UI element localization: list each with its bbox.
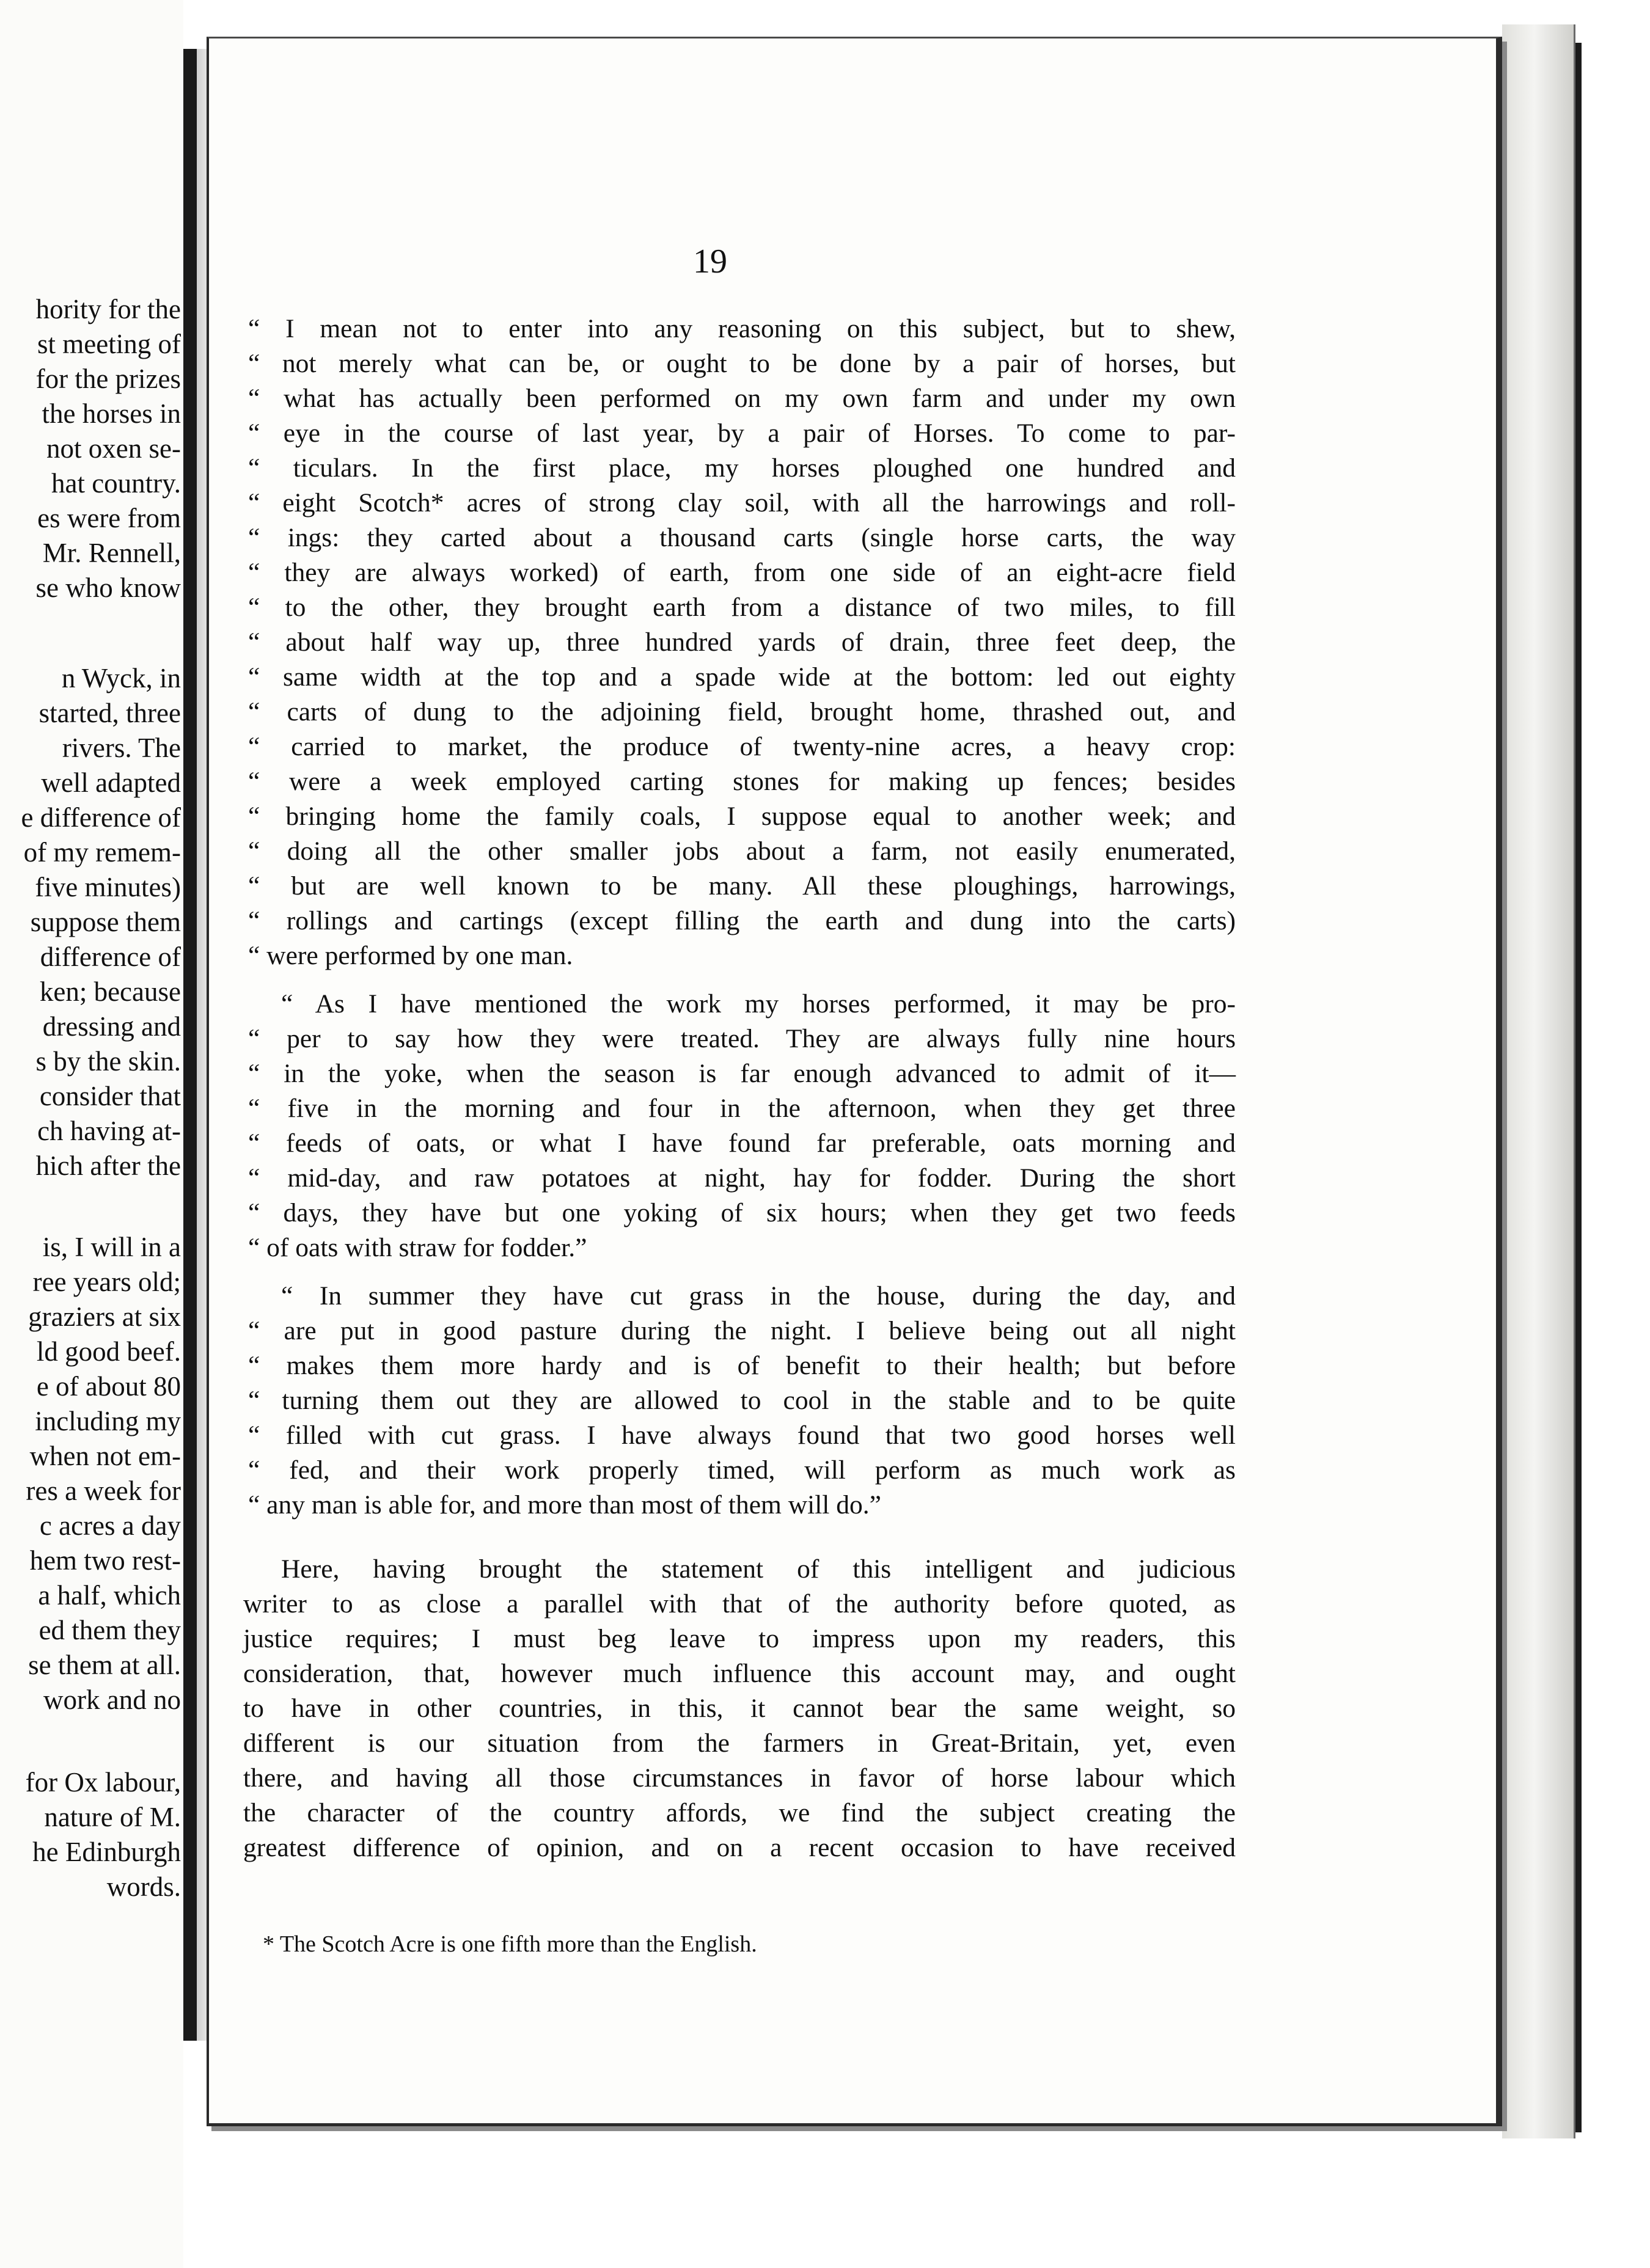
left-line: dressing and — [42, 1011, 181, 1042]
text-line: Here, having brought the statement of this intelligent and judicious — [281, 1554, 1236, 1584]
left-line: including my — [35, 1406, 181, 1436]
paragraph-3 — [243, 1279, 1236, 1523]
left-line: of my remem- — [23, 837, 181, 868]
text-line: “ In summer they have cut grass in the house, during the day, and — [281, 1281, 1236, 1311]
text-line: the character of the country affords, we find the subject creating the — [243, 1798, 1236, 1827]
paragraph-1 — [243, 312, 1236, 973]
text-line: “ eye in the course of last year, by a pair of Horses. To come to par- — [248, 419, 1236, 448]
text-line: “ five in the morning and four in the afternoon, when they get three — [248, 1094, 1236, 1123]
text-line: greatest difference of opinion, and on a recent occasion to have received — [243, 1833, 1236, 1862]
text-line: “ in the yoke, when the season is far enough advanced to admit of it— — [248, 1059, 1236, 1088]
left-line: ken; because — [39, 976, 181, 1007]
text-line: “ but are well known to be many. All these ploughings, harrowings, — [248, 871, 1236, 901]
text-line: “ filled with cut grass. I have always found that two good horses well — [248, 1421, 1236, 1450]
left-line: s by the skin. — [35, 1046, 181, 1077]
left-line: a half, which — [38, 1580, 181, 1611]
text-line: “ carts of dung to the adjoining field, brought home, thrashed out, and — [248, 697, 1236, 726]
text-line: “ per to say how they were treated. They are always fully nine hours — [248, 1024, 1236, 1053]
text-line: “ any man is able for, and more than most of them will do.” — [248, 1490, 881, 1520]
text-line: “ ticulars. In the first place, my horses ploughed one hundred and — [248, 453, 1236, 483]
left-line: five minutes) — [35, 872, 181, 902]
text-line: different is our situation from the farmers in Great-Britain, yet, even — [243, 1728, 1236, 1758]
left-line: when not em- — [29, 1441, 181, 1471]
text-line: “ feeds of oats, or what I have found far preferable, oats morning and — [248, 1129, 1236, 1158]
left-line: se them at all. — [28, 1650, 181, 1680]
left-line: consider that — [39, 1081, 181, 1111]
text-line: “ they are always worked) of earth, from one side of an eight-acre field — [248, 558, 1236, 587]
page-number: 19 — [693, 243, 727, 280]
left-line: hat country. — [51, 468, 181, 499]
left-page-fragment — [0, 0, 183, 2268]
text-line: “ same width at the top and a spade wide at the bottom: led out eighty — [248, 662, 1236, 692]
text-line: “ bringing home the family coals, I suppose equal to another week; and — [248, 802, 1236, 831]
text-line: “ carried to market, the produce of twenty-nine acres, a heavy crop: — [248, 732, 1236, 761]
text-line: consideration, that, however much influence this account may, and ought — [243, 1659, 1236, 1688]
left-line: started, three — [38, 698, 181, 728]
left-line: for the prizes — [35, 364, 181, 394]
left-line: for Ox labour, — [25, 1767, 181, 1798]
text-line: “ about half way up, three hundred yards of drain, three feet deep, the — [248, 627, 1236, 657]
left-line: hem two rest- — [29, 1545, 181, 1576]
left-line: not oxen se- — [46, 433, 181, 464]
left-line: ed them they — [38, 1615, 181, 1645]
text-line: “ are put in good pasture during the night. I believe being out all night — [248, 1316, 1236, 1345]
text-line: “ what has actually been performed on my own farm and under my own — [248, 384, 1236, 413]
left-line: ree years old; — [32, 1267, 181, 1297]
left-line: ch having at- — [37, 1116, 181, 1146]
left-line: ld good beef. — [36, 1336, 181, 1367]
left-line: graziers at six — [28, 1301, 181, 1332]
text-line: “ to the other, they brought earth from a distance of two miles, to fill — [248, 593, 1236, 622]
left-line: nature of M. — [44, 1802, 181, 1832]
text-line: “ fed, and their work properly timed, will perform as much work as — [248, 1455, 1236, 1485]
page-body — [243, 312, 1236, 1865]
left-line: rivers. The — [62, 733, 181, 763]
text-line: “ As I have mentioned the work my horses performed, it may be pro- — [281, 989, 1236, 1019]
left-line: well adapted — [41, 767, 181, 798]
text-line: “ were a week employed carting stones for making up fences; besides — [248, 767, 1236, 796]
left-line: st meeting of — [37, 329, 181, 359]
book-gutter — [183, 49, 197, 2041]
text-line: “ rollings and cartings (except filling the earth and dung into the carts) — [248, 906, 1236, 935]
left-line: he Edinburgh — [32, 1837, 181, 1867]
text-line: writer to as close a parallel with that of the authority before quoted, as — [243, 1589, 1236, 1619]
text-line: “ were performed by one man. — [248, 941, 573, 970]
left-line: se who know — [35, 572, 181, 603]
text-line: “ makes them more hardy and is of benefit to their health; but before — [248, 1351, 1236, 1380]
paragraph-2 — [243, 987, 1236, 1265]
text-line: there, and having all those circumstances in favor of horse labour which — [243, 1763, 1236, 1793]
left-line: the horses in — [42, 398, 181, 429]
left-line: is, I will in a — [42, 1232, 181, 1262]
left-line: words. — [106, 1871, 181, 1902]
text-line: “ ings: they carted about a thousand carts (single horse carts, the way — [248, 523, 1236, 552]
left-line: suppose them — [30, 907, 181, 937]
text-line: “ days, they have but one yoking of six hours; when they get two feeds — [248, 1198, 1236, 1227]
text-line: “ eight Scotch* acres of strong clay soil, with all the harrowings and roll- — [248, 488, 1236, 518]
paragraph-4 — [243, 1552, 1236, 1865]
left-line: hority for the — [35, 294, 181, 324]
page-stack-edge — [1502, 24, 1575, 2138]
text-line: “ not merely what can be, or ought to be done by a pair of horses, but — [248, 349, 1236, 378]
left-line: Mr. Rennell, — [42, 538, 181, 568]
left-line: hich after the — [35, 1150, 181, 1181]
left-line: c acres a day — [39, 1510, 181, 1541]
left-line: n Wyck, in — [61, 663, 181, 693]
left-line: e of about 80 — [36, 1371, 181, 1402]
footnote: * The Scotch Acre is one fifth more than the English. — [263, 1931, 757, 1957]
text-line: “ I mean not to enter into any reasoning on this subject, but to shew, — [248, 314, 1236, 343]
left-line: difference of — [40, 942, 181, 972]
text-line: “ doing all the other smaller jobs about a farm, not easily enumerated, — [248, 836, 1236, 866]
left-line: es were from — [37, 503, 181, 533]
left-line: res a week for — [26, 1476, 181, 1506]
text-line: justice requires; I must beg leave to impress upon my readers, this — [243, 1624, 1236, 1653]
left-line: e difference of — [21, 802, 181, 833]
outer-page-border — [1575, 43, 1582, 2132]
text-line: to have in other countries, in this, it cannot bear the same weight, so — [243, 1694, 1236, 1723]
text-line: “ mid-day, and raw potatoes at night, hay for fodder. During the short — [248, 1163, 1236, 1193]
left-line: work and no — [43, 1685, 181, 1715]
text-line: “ of oats with straw for fodder.” — [248, 1233, 587, 1262]
text-line: “ turning them out they are allowed to cool in the stable and to be quite — [248, 1386, 1236, 1415]
